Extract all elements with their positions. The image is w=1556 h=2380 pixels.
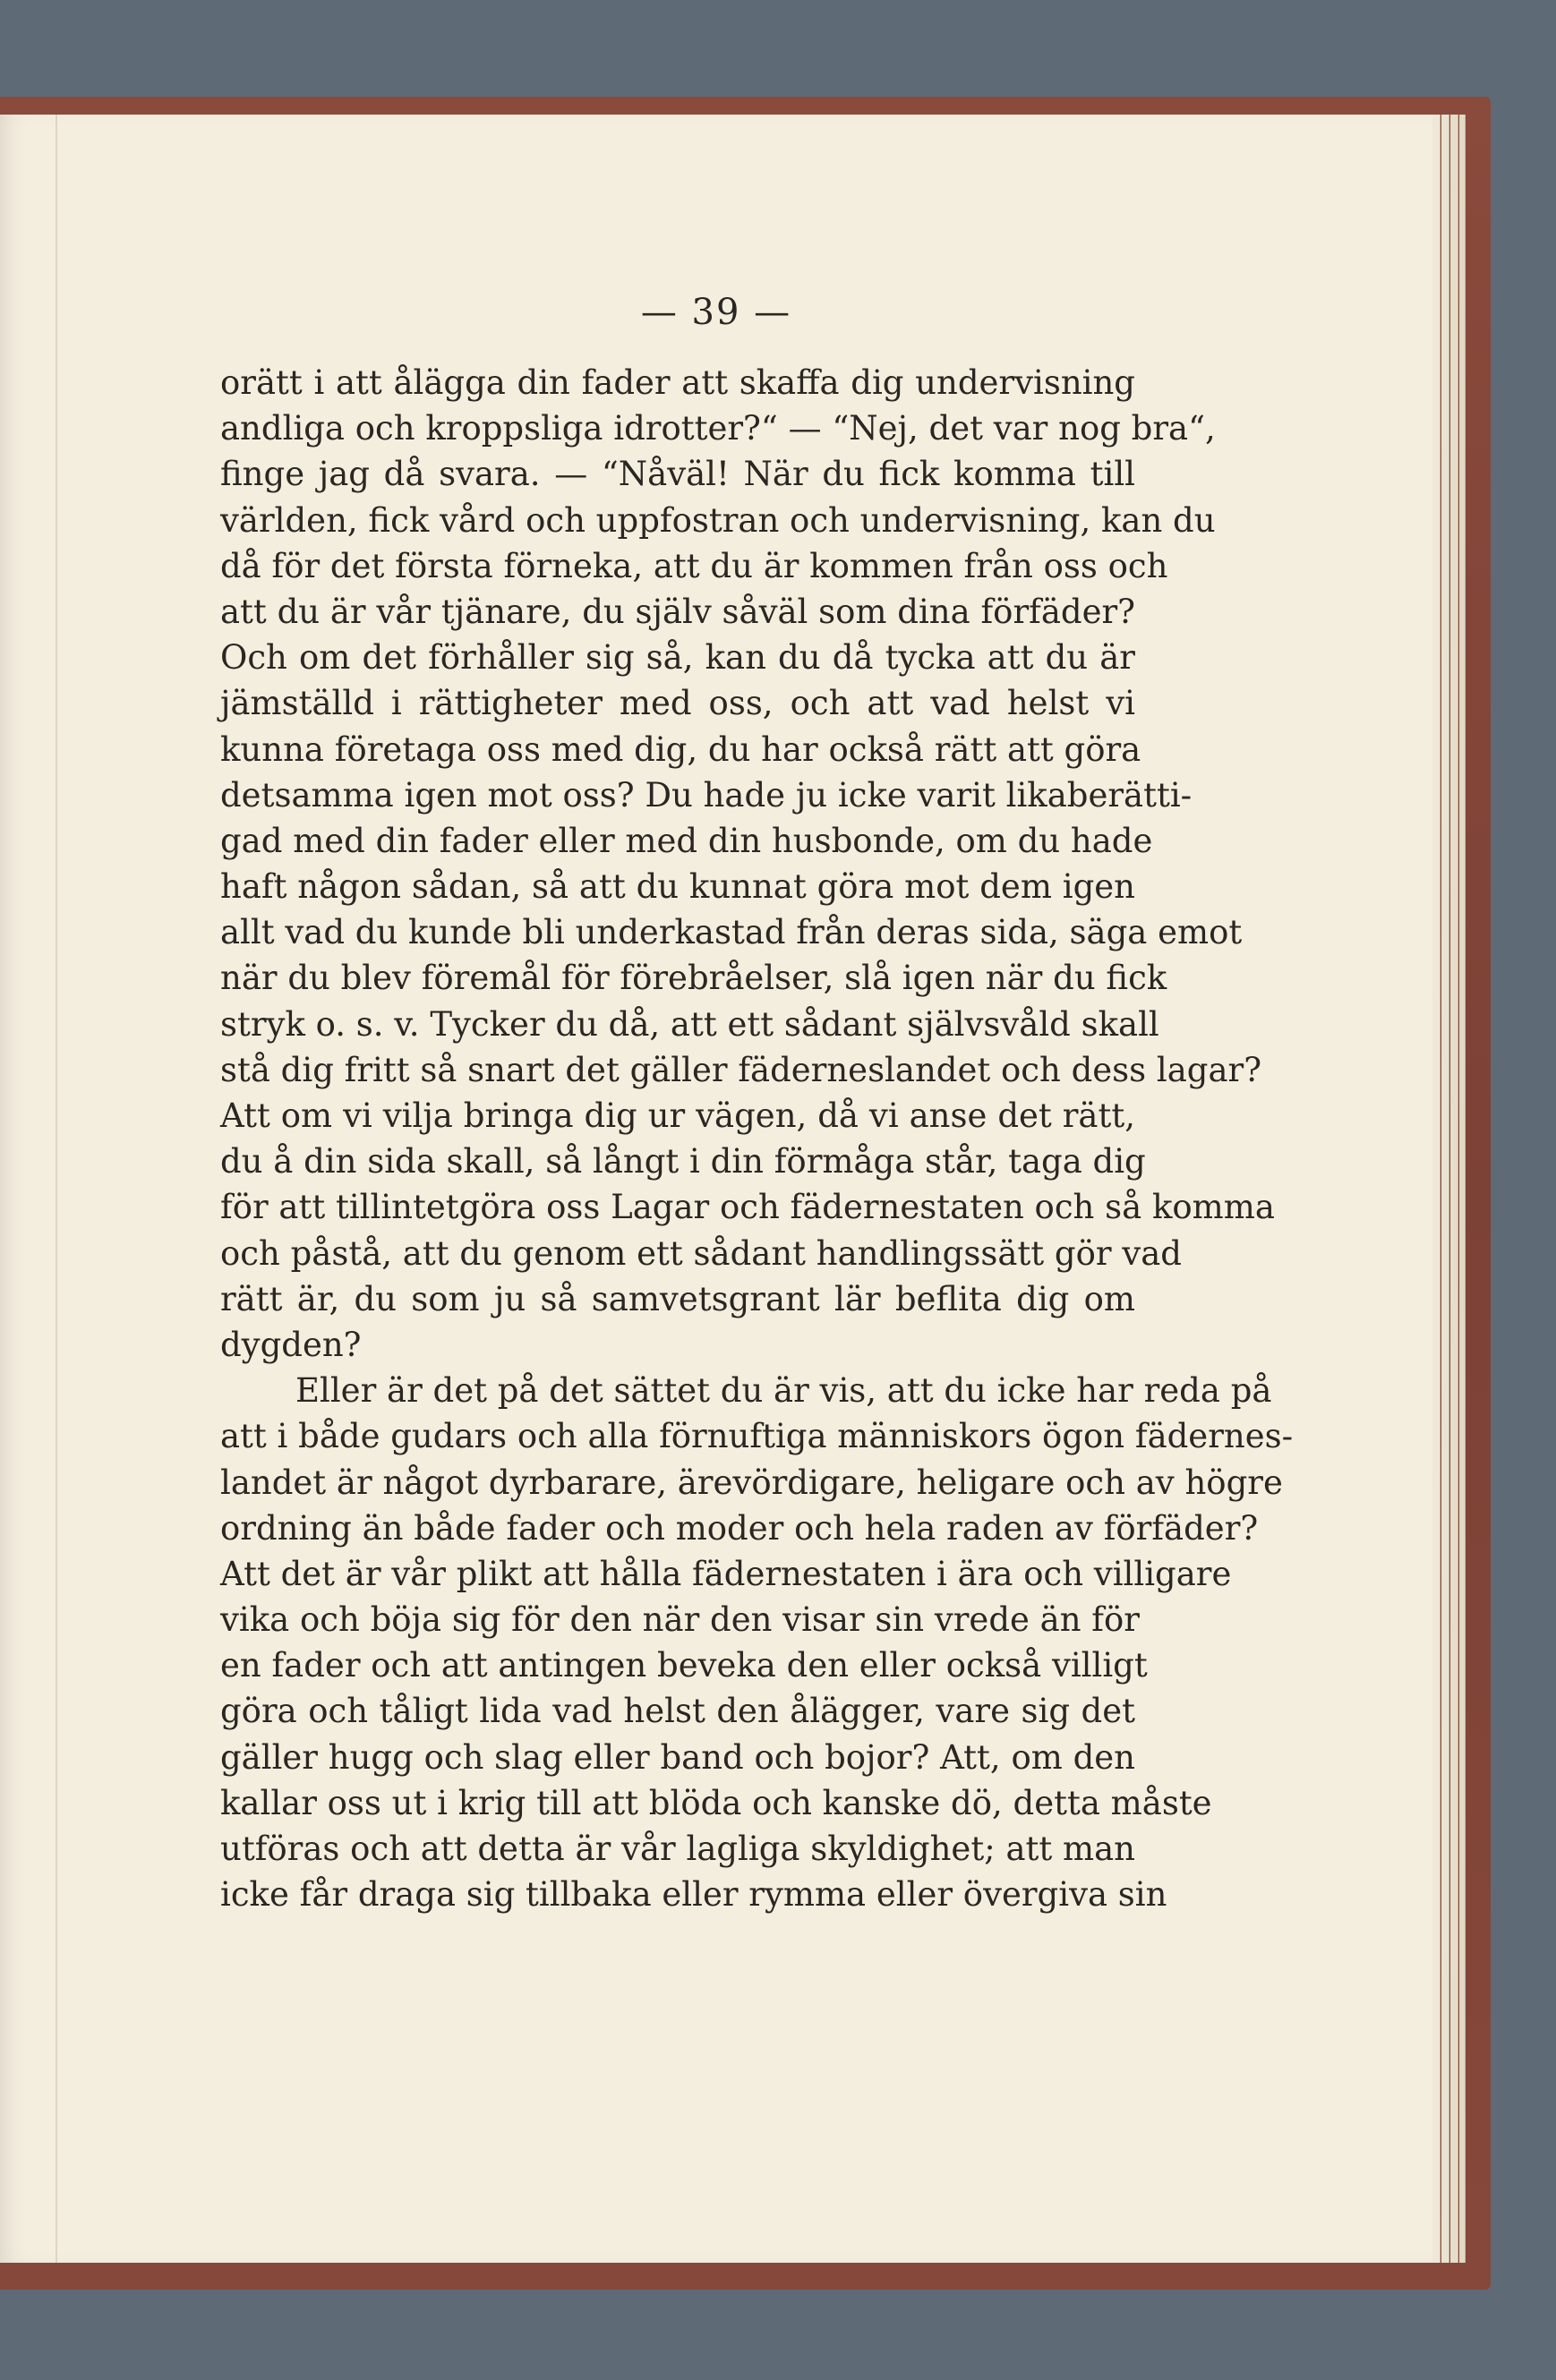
text-line: Och om det förhåller sig så, kan du då tycka att du är [220, 638, 1135, 678]
text-line: landet är något dyrbarare, ärevördigare, heligare och av högre [220, 1463, 1283, 1502]
text-line: gad med din fader eller med din husbonde, om du hade [220, 821, 1153, 860]
page-edge [1459, 115, 1466, 2263]
page-edge [1450, 115, 1458, 2263]
text-line: göra och tåligt lida vad helst den ålägger, vare sig det [220, 1692, 1135, 1731]
text-line: gäller hugg och slag eller band och bojor? Att, om den [220, 1737, 1135, 1777]
text-line: utföras och att detta är vår lagliga skyldighet; att man [220, 1830, 1135, 1868]
text-line: världen, fick vård och uppfostran och undervisning, kan du [220, 500, 1216, 540]
text-line: att du är vår tjänare, du själv såväl som dina förfäder? [220, 592, 1135, 631]
text-line: jämställd i rättigheter med oss, och att vad helst vi [220, 684, 1135, 723]
text-line: haft någon sådan, så att du kunnat göra mot dem igen [220, 867, 1135, 907]
page-edge [1432, 115, 1441, 2263]
text-line: dygden? [220, 1325, 362, 1364]
text-line: vika och böja sig för den när den visar sin vrede än för [220, 1600, 1140, 1640]
text-line: stryk o. s. v. Tycker du då, att ett sådant självsvåld skall [220, 1004, 1159, 1044]
page-edge [1441, 115, 1449, 2263]
gutter-shadow [56, 115, 57, 2263]
page-number: — 39 — [640, 292, 792, 333]
text-line: och påstå, att du genom ett sådant handlingssätt gör vad [220, 1233, 1182, 1273]
text-line: ordning än både fader och moder och hela raden av förfäder? [220, 1508, 1259, 1548]
text-line: icke får draga sig tillbaka eller rymma eller övergiva sin [220, 1875, 1167, 1915]
text-line: en fader och att antingen beveka den eller också villigt [220, 1646, 1148, 1685]
text-line: andliga och kroppsliga idrotter?“ — “Nej, det var nog bra“, [220, 409, 1216, 448]
text-line: finge jag då svara. — “Nåväl! När du fick komma till [220, 455, 1135, 494]
body-text [220, 360, 1294, 1917]
text-line: för att tillintetgöra oss Lagar och fädernestaten och så komma [220, 1188, 1275, 1227]
text-line: kunna företaga oss med dig, du har också rätt att göra [220, 729, 1141, 769]
text-line: Eller är det på det sättet du är vis, att du icke har reda på [295, 1371, 1272, 1411]
text-line: att i både gudars och alla förnuftiga människors ögon fädernes- [220, 1417, 1294, 1456]
text-line: rätt är, du som ju så samvetsgrant lär beflita dig om [220, 1279, 1135, 1318]
text-line: då för det första förneka, att du är kommen från oss och [220, 546, 1168, 585]
text-line: Att om vi vilja bringa dig ur vägen, då vi anse det rätt, [220, 1096, 1135, 1135]
text-line: detsamma igen mot oss? Du hade ju icke varit likaberätti- [220, 775, 1193, 815]
text-line: du å din sida skall, så långt i din förmåga står, taga dig [220, 1142, 1146, 1181]
text-line: stå dig fritt så snart det gäller fäderneslandet och dess lagar? [220, 1050, 1262, 1089]
text-line: orätt i att ålägga din fader att skaffa dig undervisning [220, 363, 1135, 402]
text-line: kallar oss ut i krig till att blöda och kanske dö, detta måste [220, 1783, 1212, 1822]
text-line: när du blev föremål för förebråelser, slå igen när du fick [220, 959, 1167, 998]
text-line: Att det är vår plikt att hålla fädernestaten i ära och villigare [220, 1554, 1232, 1593]
text-line: allt vad du kunde bli underkastad från deras sida, säga emot [220, 913, 1243, 952]
